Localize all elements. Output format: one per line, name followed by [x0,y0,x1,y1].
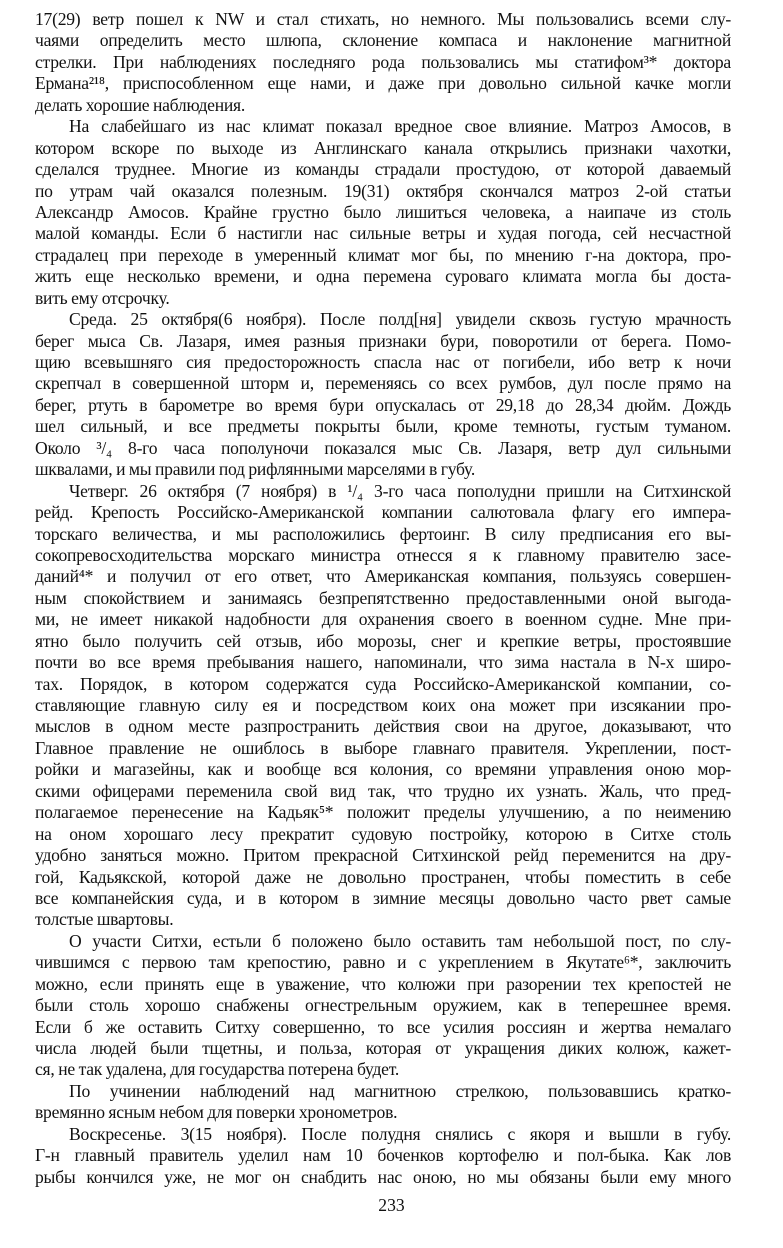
text-line: толстые швартовы. [35,909,174,930]
paragraph-7 [35,1124,731,1188]
text-line: скими офицерами переменила свой вид так, что трудно их узнать. Жаль, что пред- [35,780,731,801]
text-line: О участи Ситхи, естьли б положено было оставить там небольшой пост, по слу- [69,930,731,951]
text-line: делать хорошие наблюдения. [35,94,246,115]
text-line: по утрам чай оказался полезным. 19(31) октября скончался матроз 2-ой статьи [35,180,731,201]
text-line: ным спокойствием и занимаясь безпрепятственно предоставленными оной выгода- [35,587,731,608]
paragraph-6 [35,1081,731,1124]
text-line: котором вскоре по выходе из Англинскаго канала открылись признаки чахотки, [35,137,731,158]
text-line: сделался труднее. Многие из команды страдали простудою, от которой даваемый [35,159,731,180]
text-line: сокопревосходительства морскаго министра отнесся я к главному правителю засе- [35,544,731,565]
text-line: Если б же оставить Ситху совершенно, то все усилия россиян и жертва немалаго [35,1016,731,1037]
text-line: страдалец при переходе в умеренный климат мог бы, по мнению г-на доктора, про- [35,244,731,265]
text-line: на оном хорошаго лесу прекратит судовую постройку, которою в Ситхе столь [35,823,731,844]
text-line: жить еще несколько времени, и одна перемена суроваго климата могла бы доста- [35,266,731,287]
paragraph-1 [35,9,731,116]
text-line: даний⁴* и получил от его ответ, что Американская компания, пользуясь совершен- [35,566,731,587]
paragraph-5 [35,931,731,1081]
text-line: чившимся с первою там крепостию, равно и с укреплением в Якутате⁶*, заключить [35,952,731,973]
text-line: ятно было получить сей отзыв, ибо морозы, снег и крепкие ветры, простоявшие [35,630,731,651]
paragraph-2 [35,116,731,309]
text-line: Среда. 25 октября(6 ноября). После полд[ня] увидели сквозь густую мрачность [69,309,731,330]
text-line: полагаемое перенесение на Кадьяк⁵* положит пределы улучшению, а по неимению [35,802,731,823]
text-line: рейд. Крепость Российско-Американской компании салютовала флагу его импера- [35,502,731,523]
text-line: малой команды. Если б настигли нас сильные ветры и худая погода, сей несчастной [35,223,731,244]
text-line: шквалами, и мы правили под рифлянными марселями в губу. [35,459,475,480]
text-line: На слабейшаго из нас климат показал вредное свое влияние. Матроз Амосов, в [69,116,731,137]
text-line: были столь хорошо снабжены огнестрельным оружием, как в теперешнее время. [35,995,731,1016]
text-line: ройки и магазейны, как и вообще вся колония, со времяни управления оною мор- [35,759,731,780]
text-line: удобно заняться можно. Притом прекрасной Ситхинской рейд переменится на дру- [35,845,731,866]
paragraph-3 [35,309,731,481]
text-line: все компанейския суда, и в котором в зимние месяцы довольно часто рвет самые [35,887,731,908]
text-line: Около ³/₄ 8-го часа пополуночи показался мыс Св. Лазаря, ветр дул сильными [35,437,731,458]
text-line: Главное правление не ошиблось в выборе главнаго правителя. Укреплении, пост- [35,737,731,758]
text-line: чаями определить место шлюпа, склонение компаса и наклонение магнитной [35,30,731,51]
page-number: 233 [378,1195,405,1215]
text-line: щию всевышняго сия предосторожность спасла нас от погибели, ибо ветр к ночи [35,352,731,372]
text-line: тах. Порядок, в котором содержатся суда Российско-Американской компании, со- [35,673,731,694]
text-line: Четверг. 26 октября (7 ноября) в ¹/₄ 3-го часа пополудни пришли на Ситхинской [69,480,731,501]
text-line: вить ему отсрочку. [35,287,170,308]
text-line: берег мыса Св. Лазаря, имея разныя признаки бури, поворотили от берега. Помо- [35,330,731,351]
text-line: можно, если принять еще в уважение, что колюжи при разорении тех крепостей не [35,973,731,994]
text-line: времянно ясным небом для поверки хронометров. [35,1102,398,1123]
text-line: 17(29) ветр пошел к NW и стал стихать, но немного. Мы пользовались всеми слу- [35,9,731,29]
text-line: мыслов в одном месте разпространить действия свои на другое, доказывают, что [35,716,731,737]
document-page [35,9,731,1188]
text-line: По учинении наблюдений над магнитною стрелкою, пользовавшись кратко- [69,1080,731,1101]
text-line: шел сильный, и все предметы покрыты были, кроме темноты, густым туманом. [35,416,731,437]
text-line: рыбы кончился уже, не мог он снабдить нас оною, но мы обязаны были ему много [35,1166,731,1187]
text-line: почти во все время пребывания нашего, напоминали, что зима настала в N-х широ- [35,652,731,673]
text-line: ся, не так удалена, для государства потерена будет. [35,1059,399,1080]
text-line: торскаго величества, и мы расположились фертоинг. В силу предписания его вы- [35,523,731,544]
text-line: гой, Кадьякской, которой даже не довольно пространен, чтобы поместить в себе [35,866,731,887]
text-line: Г-н главный правитель уделил нам 10 боченков кортофелю и пол-быка. Как лов [35,1145,731,1166]
text-line: числа людей были тщетны, и польза, которая от укращения диких колюж, кажет- [35,1038,731,1058]
text-line: ми, не имеет никакой надобности для охранения своего в военном судне. Мне при- [35,609,731,630]
text-line: берег, ртуть в барометре во время бури опускалась от 29,18 до 28,34 дюйм. Дождь [35,394,731,415]
text-line: Ермана²¹⁸, приспособленном еще нами, и даже при довольно сильной качке могли [35,73,731,94]
text-line: Александр Амосов. Крайне грустно было лишиться человека, а наипаче из столь [35,201,731,222]
paragraph-4 [35,481,731,931]
text-line: скрепчал в совершенной шторм и, переменяясь со всех румбов, дул после прямо на [35,373,731,394]
text-line: Воскресенье. 3(15 ноября). После полудня снялись с якоря и вышли в губу. [69,1123,731,1144]
text-line: стрелки. При наблюдениях последняго рода пользовались мы статифом³* доктора [35,51,731,72]
text-line: ставляющие главную силу ея и посредством коих она может при изсякании про- [35,695,731,715]
